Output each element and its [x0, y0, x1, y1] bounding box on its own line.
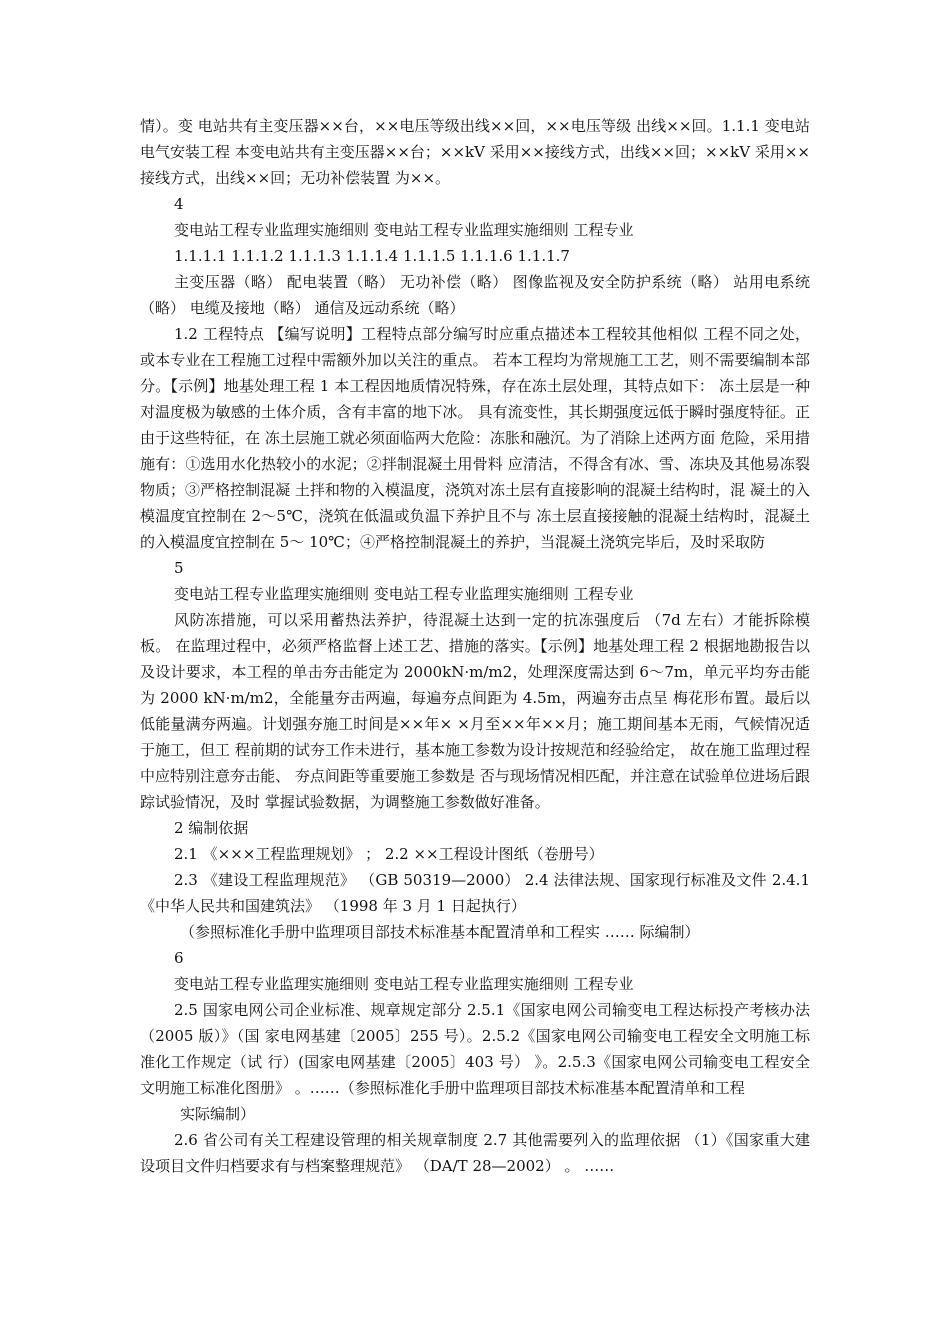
paragraph-basis-2-5: 2.5 国家电网公司企业标准、规章规定部分 2.5.1《国家电网公司输变电工程达标投产考核办法（2005 版）》（国 家电网基建〔2005〕255 号）。2.5.2《国家电网公司输变电工程安全文明施工标准化工作规定（试 行）(国家电网基建〔2005〕403 号） 》。2.5.3《国家电网公司输变电工程安全文明施工标准化图册》 。……（参照标准化手册中监理项目部技术标准基本配置清单和工程 — [140, 1001, 810, 1097]
running-header: 变电站工程专业监理实施细则 变电站工程专业监理实施细则 工程专业 — [174, 221, 634, 239]
paragraph-note: （参照标准化手册中监理项目部技术标准基本配置清单和工程实 …… 际编制） — [180, 923, 700, 941]
page-number-6: 6 — [174, 949, 184, 967]
page-number-4: 4 — [174, 195, 184, 213]
paragraph-systems: 主变压器（略） 配电装置（略） 无功补偿（略） 图像监视及安全防护系统（略） 站用电系统（略） 电缆及接地（略） 通信及远动系统（略） — [140, 273, 810, 317]
running-header: 变电站工程专业监理实施细则 变电站工程专业监理实施细则 工程专业 — [174, 975, 634, 993]
paragraph-engineering-features: 1.2 工程特点 【编写说明】工程特点部分编写时应重点描述本工程较其他相似 工程不同之处，或本专业在工程施工过程中需额外加以关注的重点。 若本工程均为常规施工工艺，则不需要编制本部分。【示例】地基处理工程 1 本工程因地质情况特殊，存在冻土层处理，其特点如下： 冻土层是一种对温度极为敏感的土体介质，含有丰富的地下冰。 具有流变性，其长期强度远低于瞬时强度特征。正由于这些特征，在 冻土层施工就必须面临两大危险：冻胀和融沉。为了消除上述两方面 危险，采用措施有：①选用水化热较小的水泥；②拌制混凝土用骨料 应清洁，不得含有冰、雪、冻块及其他易冻裂物质；③严格控制混凝 土拌和物的入模温度，浇筑对冻土层有直接影响的混凝土结构时，混 凝土的入模温度宜控制在 2～5℃，浇筑在低温或负温下养护且不与 冻土层直接接触的混凝土结构时，混凝土的入模温度宜控制在 5～ 10℃；④严格控制混凝土的养护，当混凝土浇筑完毕后，及时采取防 — [140, 325, 810, 551]
section-numbers: 1.1.1.1 1.1.1.2 1.1.1.3 1.1.1.4 1.1.1.5 1.1.1.6 1.1.1.7 — [174, 247, 570, 265]
paragraph-frost-protection: 风防冻措施，可以采用蓄热法养护，待混凝土达到一定的抗冻强度后 （7d 左右）才能拆除模板。 在监理过程中，必须严格监督上述工艺、措施的落实。【示例】地基处理工程 2 根据地勘报告以及设计要求，本工程的单击夯击能定为 2000kN·m/m2，处理深度需达到 6～7m，单元平均夯击能为 2000 kN·m/m2，全能量夯击两遍，每遍夯点间距为 4.5m，两遍夯击点呈 梅花形布置。最后以低能量满夯两遍。计划强夯施工时间是××年× ×月至××年××月；施工期间基本无雨，气候情况适于施工，但工 程前期的试夯工作未进行，基本施工参数为设计按规范和经验给定， 故在施工监理过程中应特别注意夯击能、 夯点间距等重要施工参数是 否与现场情况相匹配，并注意在试验单位进场后跟踪试验情况，及时 掌握试验数据，为调整施工参数做好准备。 — [140, 611, 810, 811]
paragraph-basis-2-1: 2.1 《×××工程监理规划》 ； 2.2 ××工程设计图纸（卷册号） — [174, 845, 604, 863]
document-body — [140, 113, 810, 1179]
paragraph-actual: 实际编制） — [180, 1105, 256, 1123]
paragraph-basis-2-3: 2.3 《建设工程监理规范》 （GB 50319—2000） 2.4 法律法规、国家现行标准及文件 2.4.1 《中华人民共和国建筑法》 （1998 年 3 月 1 日起执行） — [140, 871, 810, 915]
paragraph-intro: 情）。变 电站共有主变压器××台，××电压等级出线××回，××电压等级 出线××回。1.1.1 变电站电气安装工程 本变电站共有主变压器××台；××kV 采用××接线方式，出线××回；××kV 采用××接线方式，出线××回；无功补偿装置 为××。 — [140, 117, 810, 187]
paragraph-basis-2-6: 2.6 省公司有关工程建设管理的相关规章制度 2.7 其他需要列入的监理依据 （1）《国家重大建设项目文件归档要求有与档案整理规范》 （DA/T 28—2002） 。 …… — [140, 1131, 810, 1175]
section-heading-basis: 2 编制依据 — [174, 819, 249, 837]
running-header: 变电站工程专业监理实施细则 变电站工程专业监理实施细则 工程专业 — [174, 585, 634, 603]
page-number-5: 5 — [174, 559, 184, 577]
